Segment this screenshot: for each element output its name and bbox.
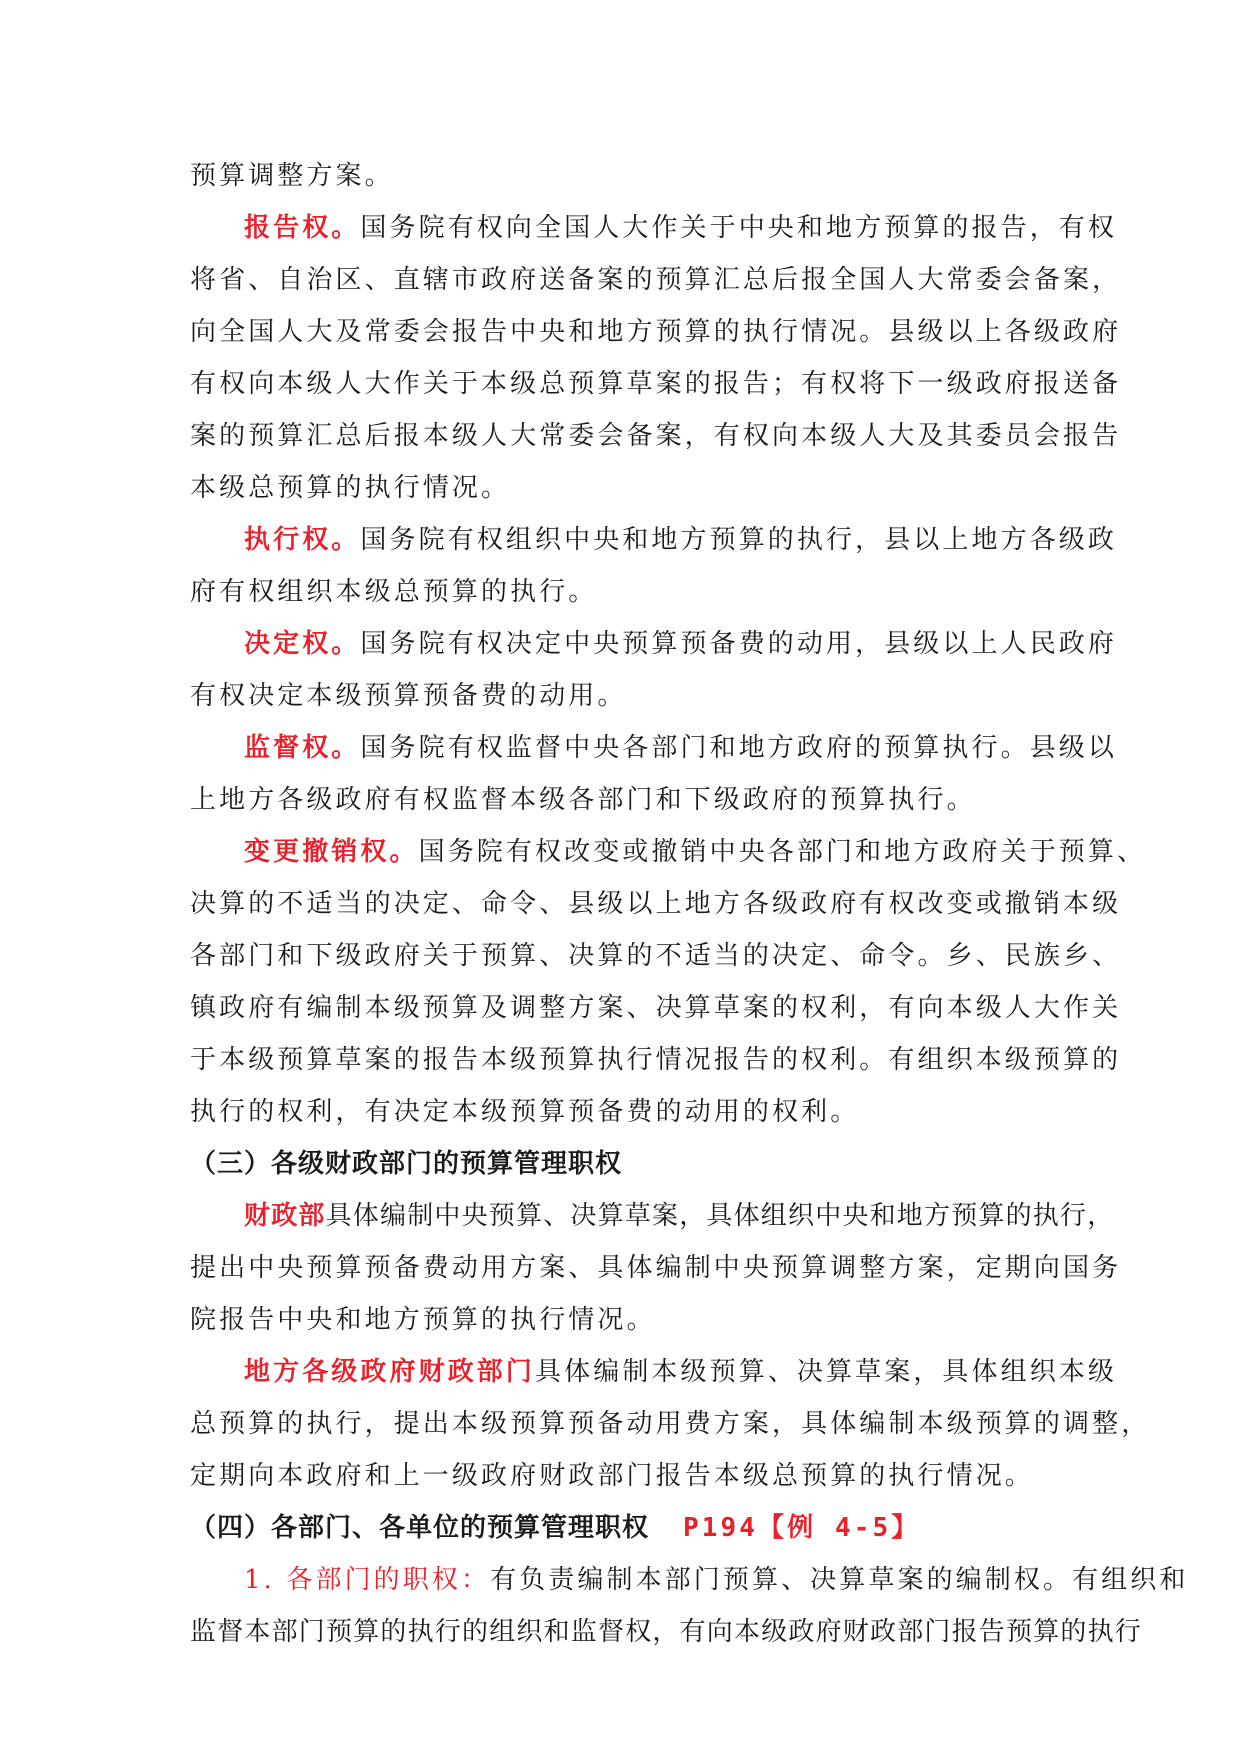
section-heading-text: （四）各部门、各单位的预算管理职权 xyxy=(190,1513,650,1543)
text-line xyxy=(190,618,1118,670)
body-text: 院报告中央和地方预算的执行情况。 xyxy=(190,1305,656,1335)
text-line xyxy=(190,358,1122,410)
body-text: 各部门和下级政府关于预算、决算的不适当的决定、命令。乡、民族乡、 xyxy=(190,941,1122,971)
numbered-label: 1. 各部门的职权： xyxy=(244,1565,491,1595)
body-text: 案的预算汇总后报本级人大常委会备案，有权向本级人大及其委员会报告 xyxy=(190,421,1122,451)
text-line xyxy=(190,1190,1115,1242)
document-page xyxy=(190,150,1189,1658)
text-line xyxy=(190,1398,1151,1450)
body-text: 国务院有权改变或撤销中央各部门和地方政府关于预算、 xyxy=(418,837,1147,867)
text-line xyxy=(190,1034,1122,1086)
body-text: 监督本部门预算的执行的组织和监督权，有向本级政府财政部门报告预算的执行 xyxy=(190,1617,1143,1647)
text-line xyxy=(190,670,1052,722)
section-heading xyxy=(190,1502,1052,1554)
highlight-term: 变更撤销权。 xyxy=(244,837,419,867)
highlight-term: 财政部 xyxy=(244,1201,326,1231)
body-text: 国务院有权向全国人大作关于中央和地方预算的报告，有权 xyxy=(360,213,1118,243)
text-line xyxy=(190,1554,1189,1606)
body-text: 镇政府有编制本级预算及调整方案、决算草案的权利，有向本级人大作关 xyxy=(190,993,1122,1023)
body-text: 具体编制中央预算、决算草案，具体组织中央和地方预算的执行， xyxy=(325,1201,1115,1231)
highlight-term: 报告权。 xyxy=(244,213,361,243)
text-line xyxy=(190,254,1122,306)
text-line xyxy=(190,1294,1052,1346)
body-text: 国务院有权组织中央和地方预算的执行，县以上地方各级政 xyxy=(360,525,1118,555)
example-reference: P194【例 4-5】 xyxy=(683,1513,921,1543)
body-text: 有权向本级人大作关于本级总预算草案的报告；有权将下一级政府报送备 xyxy=(190,369,1122,399)
text-line xyxy=(190,826,1147,878)
text-line xyxy=(190,1450,1052,1502)
text-line xyxy=(190,1242,1122,1294)
text-line xyxy=(190,1606,1143,1658)
body-text: 国务院有权决定中央预算预备费的动用，县级以上人民政府 xyxy=(360,629,1118,659)
text-line xyxy=(190,774,1052,826)
text-line xyxy=(190,1346,1118,1398)
body-text: 执行的权利，有决定本级预算预备费的动用的权利。 xyxy=(190,1097,860,1127)
body-text: 决算的不适当的决定、命令、县级以上地方各级政府有权改变或撤销本级 xyxy=(190,889,1122,919)
text-line xyxy=(190,202,1118,254)
body-text: 具体编制本级预算、决算草案，具体组织本级 xyxy=(535,1357,1118,1387)
body-text: 府有权组织本级总预算的执行。 xyxy=(190,577,598,607)
section-heading xyxy=(190,1138,1052,1190)
highlight-term: 执行权。 xyxy=(244,525,361,555)
text-line xyxy=(190,462,1052,514)
text-line xyxy=(190,150,1052,202)
text-line xyxy=(190,722,1118,774)
text-line xyxy=(190,566,1052,618)
text-line xyxy=(190,514,1118,566)
body-text: 将省、自治区、直辖市政府送备案的预算汇总后报全国人大常委会备案， xyxy=(190,265,1122,295)
text-line xyxy=(190,410,1122,462)
body-text: 定期向本政府和上一级政府财政部门报告本级总预算的执行情况。 xyxy=(190,1461,1034,1491)
highlight-term: 监督权。 xyxy=(244,733,361,763)
body-text: 总预算的执行，提出本级预算预备动用费方案，具体编制本级预算的调整， xyxy=(190,1409,1151,1439)
text-line xyxy=(190,878,1122,930)
highlight-term: 决定权。 xyxy=(244,629,361,659)
text-line xyxy=(190,930,1122,982)
text-line xyxy=(190,1086,1052,1138)
body-text: 国务院有权监督中央各部门和地方政府的预算执行。县级以 xyxy=(360,733,1118,763)
body-text: 上地方各级政府有权监督本级各部门和下级政府的预算执行。 xyxy=(190,785,976,815)
body-text: 有权决定本级预算预备费的动用。 xyxy=(190,681,627,711)
text-line xyxy=(190,306,1122,358)
body-text: 本级总预算的执行情况。 xyxy=(190,473,511,503)
text-line xyxy=(190,982,1122,1034)
body-text: 向全国人大及常委会报告中央和地方预算的执行情况。县级以上各级政府 xyxy=(190,317,1122,347)
body-text: 预算调整方案。 xyxy=(190,161,394,191)
body-text: 有负责编制本部门预算、决算草案的编制权。有组织和 xyxy=(490,1565,1189,1595)
body-text: 提出中央预算预备费动用方案、具体编制中央预算调整方案，定期向国务 xyxy=(190,1253,1122,1283)
highlight-term: 地方各级政府财政部门 xyxy=(244,1357,536,1387)
body-text: 于本级预算草案的报告本级预算执行情况报告的权利。有组织本级预算的 xyxy=(190,1045,1122,1075)
section-heading-text: （三）各级财政部门的预算管理职权 xyxy=(190,1149,623,1179)
